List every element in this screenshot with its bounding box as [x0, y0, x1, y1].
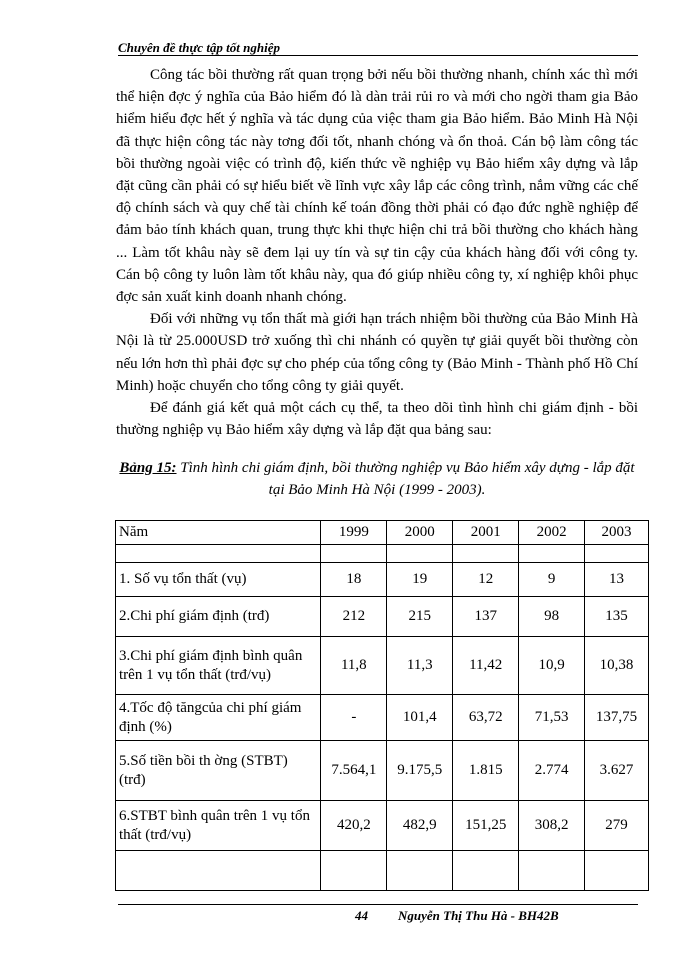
data-table: [115, 520, 649, 891]
body-text: [116, 64, 638, 441]
page-header: Chuyên đề thực tập tốt nghiệp: [118, 40, 280, 55]
row-label: 2.Chi phí giám định (trđ): [116, 597, 321, 637]
table-cell: 279: [585, 801, 649, 851]
table-row: [116, 695, 649, 741]
table-caption-text: Tình hình chi giám định, bồi thường nghiệp vụ Bảo hiểm xây dựng - lắp đặt tại Bảo Minh Hà Nội (1999 - 2003).: [176, 460, 635, 498]
table-cell: 2.774: [519, 741, 585, 801]
table-cell: 137,75: [585, 695, 649, 741]
table-cell: 98: [519, 597, 585, 637]
table-cell: 215: [387, 597, 453, 637]
table-cell: 11,42: [453, 637, 519, 695]
table-row: [116, 637, 649, 695]
table-cell: 10,38: [585, 637, 649, 695]
row-label: 4.Tốc độ tăngcủa chi phí giám định (%): [116, 695, 321, 741]
table-cell: 10,9: [519, 637, 585, 695]
table-row: [116, 563, 649, 597]
table-cell: 12: [453, 563, 519, 597]
table-cell: 3.627: [585, 741, 649, 801]
table-cell: 1.815: [453, 741, 519, 801]
table-cell: 151,25: [453, 801, 519, 851]
table-cell: 11,3: [387, 637, 453, 695]
table-row: [116, 741, 649, 801]
row-label: 3.Chi phí giám định bình quân trên 1 vụ tổn thất (trđ/vụ): [116, 637, 321, 695]
table-spacer-row: [116, 545, 649, 563]
table-cell: 13: [585, 563, 649, 597]
table-row: [116, 597, 649, 637]
table-cell: 18: [321, 563, 387, 597]
year-cell: 2002: [519, 521, 585, 545]
year-cell: 2001: [453, 521, 519, 545]
row-label: 1. Số vụ tổn thất (vụ): [116, 563, 321, 597]
table-cell: 137: [453, 597, 519, 637]
table-cell: 71,53: [519, 695, 585, 741]
page-number: 44: [355, 908, 368, 923]
table-cell: 135: [585, 597, 649, 637]
page-footer: [355, 908, 559, 924]
table-caption-label: Bảng 15:: [119, 460, 177, 476]
year-cell: 2003: [585, 521, 649, 545]
table-caption: [116, 457, 638, 501]
paragraph: Để đánh giá kết quả một cách cụ thể, ta theo dõi tình hình chi giám định - bồi thường nghiệp vụ Bảo hiểm xây dựng và lắp đặt qua bảng sau:: [116, 400, 638, 439]
table-cell: 482,9: [387, 801, 453, 851]
table-cell: 101,4: [387, 695, 453, 741]
table-cell: 19: [387, 563, 453, 597]
table-header-row: [116, 521, 649, 545]
table-cell: -: [321, 695, 387, 741]
table-cell: 11,8: [321, 637, 387, 695]
table-cell: 63,72: [453, 695, 519, 741]
table-cell: 9.175,5: [387, 741, 453, 801]
table-cell: 7.564,1: [321, 741, 387, 801]
year-cell: 1999: [321, 521, 387, 545]
footer-author: Nguyễn Thị Thu Hà - BH42B: [398, 908, 559, 923]
table-empty-row: [116, 851, 649, 891]
paragraph: Đối với những vụ tổn thất mà giới hạn trách nhiệm bồi thường của Bảo Minh Hà Nội là từ 25.000USD trở xuống thì chi nhánh có quyền tự giải quyết bồi thường còn nếu lớn hơn thì phải đợc sự cho phép của tổng công ty (Bảo Minh - Thành phố Hồ Chí Minh) hoặc chuyển cho tổng công ty giải quyết.: [116, 311, 638, 394]
table-cell: 212: [321, 597, 387, 637]
table-cell: 420,2: [321, 801, 387, 851]
table-header-cell: Năm: [116, 521, 321, 545]
table-cell: 308,2: [519, 801, 585, 851]
year-cell: 2000: [387, 521, 453, 545]
row-label: 5.Số tiền bồi th ờng (STBT) (trđ): [116, 741, 321, 801]
table-cell: 9: [519, 563, 585, 597]
paragraph: Công tác bồi thường rất quan trọng bởi nếu bồi thường nhanh, chính xác thì mới thể hiện đợc ý nghĩa của Bảo hiểm đó là dàn trải rủi ro và mới cho ngời tham gia Bảo hiểm hiểu đợc hết ý nghĩa và tác dụng của việc tham gia Bảo hiểm. Bảo Minh Hà Nội đã thực hiện công tác này tơng đối tốt, nhanh chóng và ổn thoả. Cán bộ làm công tác bồi thường ngoài việc có trình độ, kiến thức về nghiệp vụ Bảo hiểm xây dựng và lắp đặt cũng cần phải có sự hiểu biết về lĩnh vực xây lắp các công trình, nắm vững các chế độ chính sách và quy chế tài chính kế toán đồng thời phải có đạo đức nghề nghiệp để đảm bảo tính khách quan, trung thực khi thực hiện chi trả bồi thường cho khách hàng ... Làm tốt khâu này sẽ đem lại uy tín và sự tin cậy của khách hàng đối với công ty. Cán bộ công ty luôn làm tốt khâu này, qua đó giúp nhiều công ty, xí nghiệp khôi phục đợc sản xuất kinh doanh nhanh chóng.: [116, 67, 638, 306]
footer-rule: [118, 904, 638, 905]
header-rule: [118, 55, 638, 56]
table-row: [116, 801, 649, 851]
row-label: 6.STBT bình quân trên 1 vụ tổn thất (trđ/vụ): [116, 801, 321, 851]
